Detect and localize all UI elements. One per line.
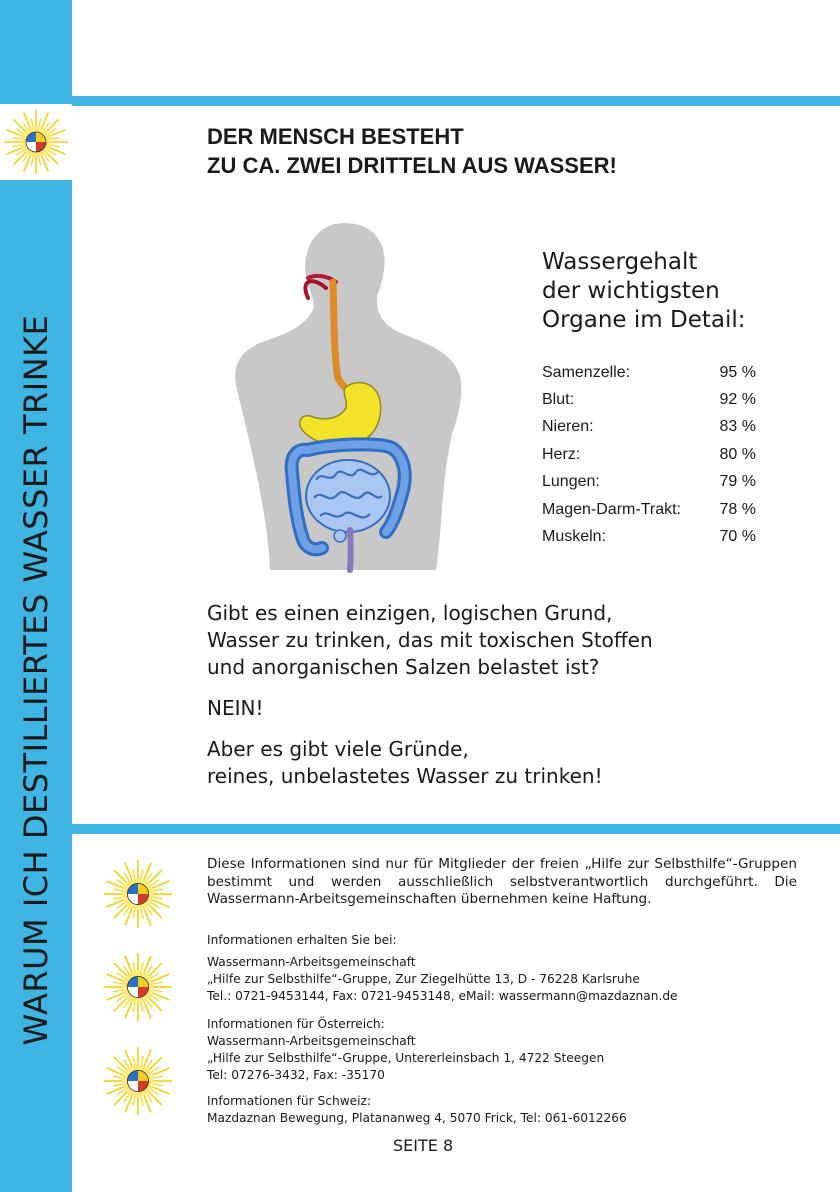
organs-title-line: Organe im Detail: [542, 307, 746, 333]
conclusion-line: Aber es gibt viele Gründe, [207, 737, 469, 761]
page-heading [207, 122, 617, 180]
organ-name: Blut: [542, 391, 575, 409]
conclusion-line: reines, unbelastetes Wasser zu trinken! [207, 764, 603, 788]
heading-line: ZU CA. ZWEI DRITTELN AUS WASSER! [207, 153, 617, 178]
contact-line: „Hilfe zur Selbsthilfe“-Gruppe, Zur Ziegelhütte 13, D - 76228 Karlsruhe [207, 972, 640, 986]
contact-switzerland [207, 1093, 807, 1127]
contact-austria [207, 1016, 807, 1084]
table-row [542, 441, 756, 468]
contact-line: Tel.: 0721-9453144, Fax: 0721-9453148, eMail: wassermann@mazdaznan.de [207, 989, 678, 1003]
organ-water-table [542, 359, 756, 551]
organs-title-line: der wichtigsten [542, 278, 720, 304]
sun-emblem-icon [2, 108, 70, 176]
table-row [542, 469, 756, 496]
contact-line: Informationen für Schweiz: [207, 1094, 372, 1108]
organ-percent: 70 % [719, 528, 756, 546]
organs-title [542, 248, 746, 335]
sun-emblem-icon [102, 951, 174, 1023]
sun-emblem-icon [102, 858, 174, 930]
vertical-title: WARUM ICH DESTILLIERTES WASSER TRINKE [17, 314, 55, 1046]
sun-emblem-icon [102, 1045, 174, 1117]
organ-percent: 80 % [719, 445, 756, 463]
organ-name: Muskeln: [542, 528, 607, 546]
organ-percent: 78 % [719, 500, 756, 518]
contact-line: „Hilfe zur Selbsthilfe“-Gruppe, Untererleinsbach 1, 4722 Steegen [207, 1051, 605, 1065]
organ-name: Lungen: [542, 473, 600, 491]
contact-line: Wassermann-Arbeitsgemeinschaft [207, 955, 416, 969]
table-row [542, 414, 756, 441]
conclusion-paragraph [207, 736, 767, 790]
contact-line: Wassermann-Arbeitsgemeinschaft [207, 1034, 416, 1048]
organ-name: Magen-Darm-Trakt: [542, 500, 681, 518]
organs-title-line: Wassergehalt [542, 249, 698, 275]
info-intro-line: Informationen erhalten Sie bei: [207, 933, 397, 947]
organ-percent: 95 % [719, 363, 756, 381]
table-row [542, 359, 756, 386]
table-row [542, 496, 756, 523]
question-line: und anorganischen Salzen belastet ist? [207, 655, 600, 679]
disclaimer-text: Diese Informationen sind nur für Mitglieder der freien „Hilfe zur Selbsthilfe“-Gruppen bestimmt und werden ausschließlich selbstverantwortlich durchgeführt. Die Wassermann-Arbeitsgemeinschaften übernehmen keine Haftung. [207, 856, 797, 907]
table-row [542, 386, 756, 413]
question-line: Gibt es einen einzigen, logischen Grund, [207, 601, 613, 625]
footer-band [72, 824, 840, 834]
heading-line: DER MENSCH BESTEHT [207, 124, 464, 149]
contact-line: Mazdaznan Bewegung, Platananweg 4, 5070 Frick, Tel: 061-6012266 [207, 1111, 627, 1125]
human-digestive-system-icon [230, 218, 470, 578]
top-band [72, 96, 840, 106]
question-block [207, 600, 767, 804]
contact-line: Informationen für Österreich: [207, 1017, 385, 1031]
contact-line: Tel: 07276-3432, Fax: -35170 [207, 1068, 385, 1082]
organ-name: Nieren: [542, 418, 594, 436]
organ-percent: 92 % [719, 391, 756, 409]
table-row [542, 523, 756, 550]
organ-percent: 83 % [719, 418, 756, 436]
question-paragraph [207, 600, 767, 681]
info-intro [207, 932, 807, 949]
contact-germany [207, 954, 807, 1005]
organ-name: Herz: [542, 445, 581, 463]
organ-name: Samenzelle: [542, 363, 631, 381]
page-number: SEITE 8 [393, 1136, 454, 1155]
organ-percent: 79 % [719, 473, 756, 491]
answer-text: NEIN! [207, 696, 264, 720]
question-line: Wasser zu trinken, das mit toxischen Stoffen [207, 628, 653, 652]
